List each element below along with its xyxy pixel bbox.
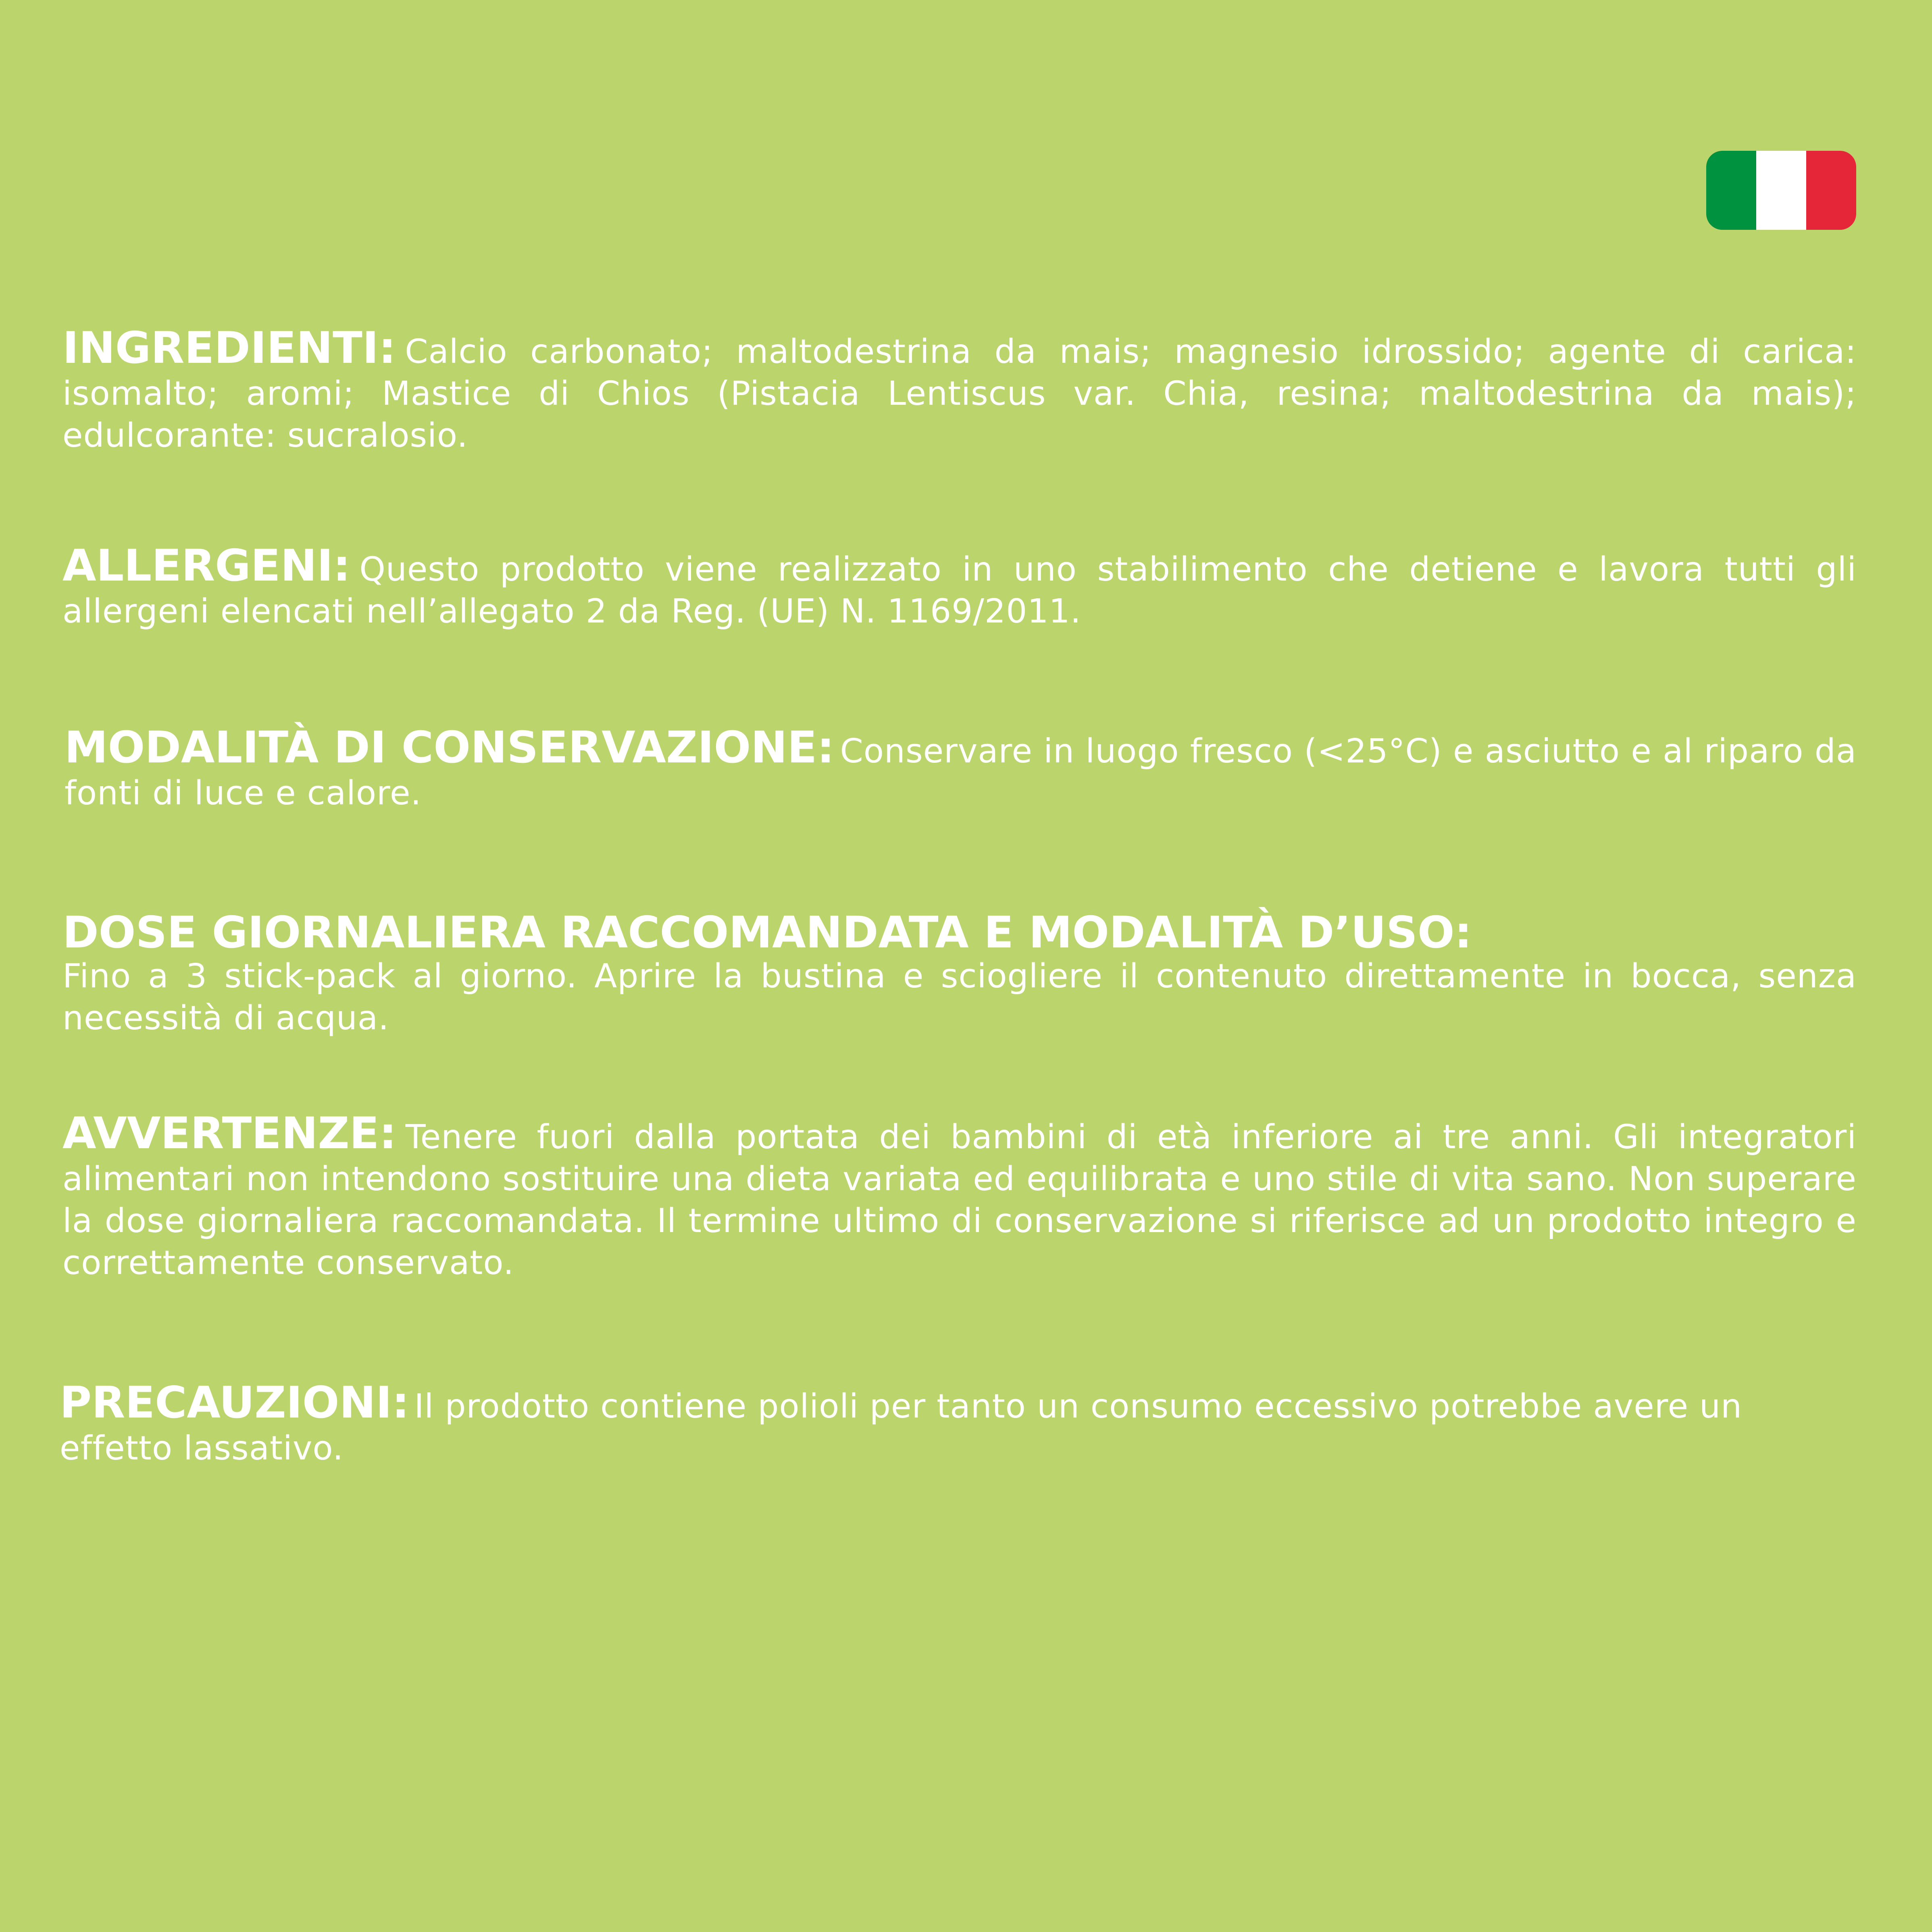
italian-flag-icon	[1706, 151, 1856, 230]
precauzioni-text: Il prodotto contiene polioli per tanto un consumo eccessivo potrebbe avere un effetto lassativo.	[60, 1387, 1743, 1468]
section-precauzioni	[60, 1378, 1793, 1470]
allergeni-heading: ALLERGENI:	[62, 541, 351, 591]
section-ingredienti	[62, 323, 1857, 457]
ingredienti-text: Calcio carbonato; maltodestrina da mais; magnesio idrossido; agente di carica: isomalto; aromi; Mastice di Chios (Pistacia Lentiscus var. Chia, resina; maltodestrina da mais); edulcorante: sucralosio.	[62, 333, 1857, 455]
section-avvertenze	[62, 1108, 1857, 1284]
section-dose	[62, 910, 1857, 1039]
section-conservazione	[65, 722, 1857, 814]
conservazione-heading: MODALITÀ DI CONSERVAZIONE:	[65, 722, 835, 773]
flag-stripe-white	[1756, 151, 1806, 230]
section-allergeni	[62, 541, 1857, 633]
conservazione-text: Conservare in luogo fresco (<25°C) e asciutto e al riparo da fonti di luce e calore.	[65, 732, 1857, 812]
allergeni-text: Questo prodotto viene realizzato in uno stabilimento che detiene e lavora tutti gli allergeni elencati nell’allegato 2 da Reg. (UE) N. 1169/2011.	[62, 550, 1857, 631]
avvertenze-text: Tenere fuori dalla portata dei bambini di età inferiore ai tre anni. Gli integratori alimentari non intendono sostituire una dieta variata ed equilibrata e uno stile di vita sano. Non superare la dose giornaliera raccomandata. Il termine ultimo di conservazione si riferisce ad un prodotto integro e correttamente conservato.	[62, 1118, 1857, 1282]
flag-stripe-green	[1706, 151, 1756, 230]
precauzioni-heading: PRECAUZIONI:	[60, 1378, 410, 1428]
ingredienti-heading: INGREDIENTI:	[62, 323, 396, 373]
avvertenze-heading: AVVERTENZE:	[62, 1108, 397, 1159]
dose-heading: DOSE GIORNALIERA RACCOMANDATA E MODALITÀ D’USO:	[62, 908, 1472, 958]
dose-text: Fino a 3 stick-pack al giorno. Aprire la bustina e sciogliere il contenuto direttamente in bocca, senza necessità di acqua.	[62, 957, 1857, 1037]
flag-stripe-red	[1806, 151, 1856, 230]
